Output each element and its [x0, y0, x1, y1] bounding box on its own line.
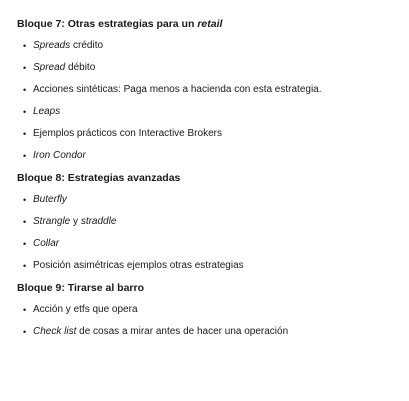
bullet-icon: • [23, 217, 27, 227]
list-item [17, 127, 402, 149]
item-emphasis: Buterfly [33, 194, 67, 205]
bullet-icon: • [23, 239, 27, 249]
item-text: Ejemplos prácticos con Interactive Brokers [33, 128, 222, 139]
item-text: crédito [70, 40, 104, 51]
list-item [17, 259, 402, 281]
list-item [17, 149, 402, 171]
item-text: débito [65, 62, 96, 73]
bullet-icon: • [23, 41, 27, 51]
bullet-icon: • [23, 151, 27, 161]
list-item [17, 83, 402, 105]
item-emphasis: Leaps [33, 106, 61, 117]
bullet-icon: • [23, 129, 27, 139]
list-item [17, 237, 402, 259]
item-emphasis-2: straddle [80, 216, 117, 227]
heading-emphasis: retail [197, 18, 223, 30]
bullet-icon: • [23, 261, 27, 271]
item-emphasis: Strangle [33, 216, 71, 227]
item-emphasis: Collar [33, 238, 60, 249]
item-text: Acción y etfs que opera [33, 304, 138, 315]
item-text: de cosas a mirar antes de hacer una operación [76, 326, 289, 337]
bullet-icon: • [23, 195, 27, 205]
item-emphasis: Spreads [33, 40, 71, 51]
document [17, 17, 402, 347]
section-heading-bloque-9: Bloque 9: Tirarse al barro [17, 282, 145, 294]
bullet-icon: • [23, 85, 27, 95]
list-item [17, 303, 402, 325]
bullet-icon: • [23, 305, 27, 315]
list-item [17, 105, 402, 127]
list-item [17, 193, 402, 215]
bullet-icon: • [23, 63, 27, 73]
list-item [17, 325, 402, 347]
item-emphasis: Iron Condor [33, 150, 86, 161]
section-heading-bloque-8: Bloque 8: Estrategias avanzadas [17, 172, 181, 184]
item-text: y [70, 216, 81, 227]
item-text: Posición asimétricas ejemplos otras estrategias [33, 260, 244, 271]
list-item [17, 61, 402, 83]
item-emphasis: Spread [33, 62, 66, 73]
list-item [17, 215, 402, 237]
item-text: Acciones sintéticas: Paga menos a hacienda con esta estrategia. [33, 84, 322, 95]
item-emphasis: Check list [33, 326, 77, 337]
section-heading-bloque-7 [17, 17, 402, 39]
bullet-icon: • [23, 107, 27, 117]
bullet-icon: • [23, 327, 27, 337]
list-item [17, 39, 402, 61]
heading-text: Bloque 7: Otras estrategias para un [17, 18, 198, 30]
